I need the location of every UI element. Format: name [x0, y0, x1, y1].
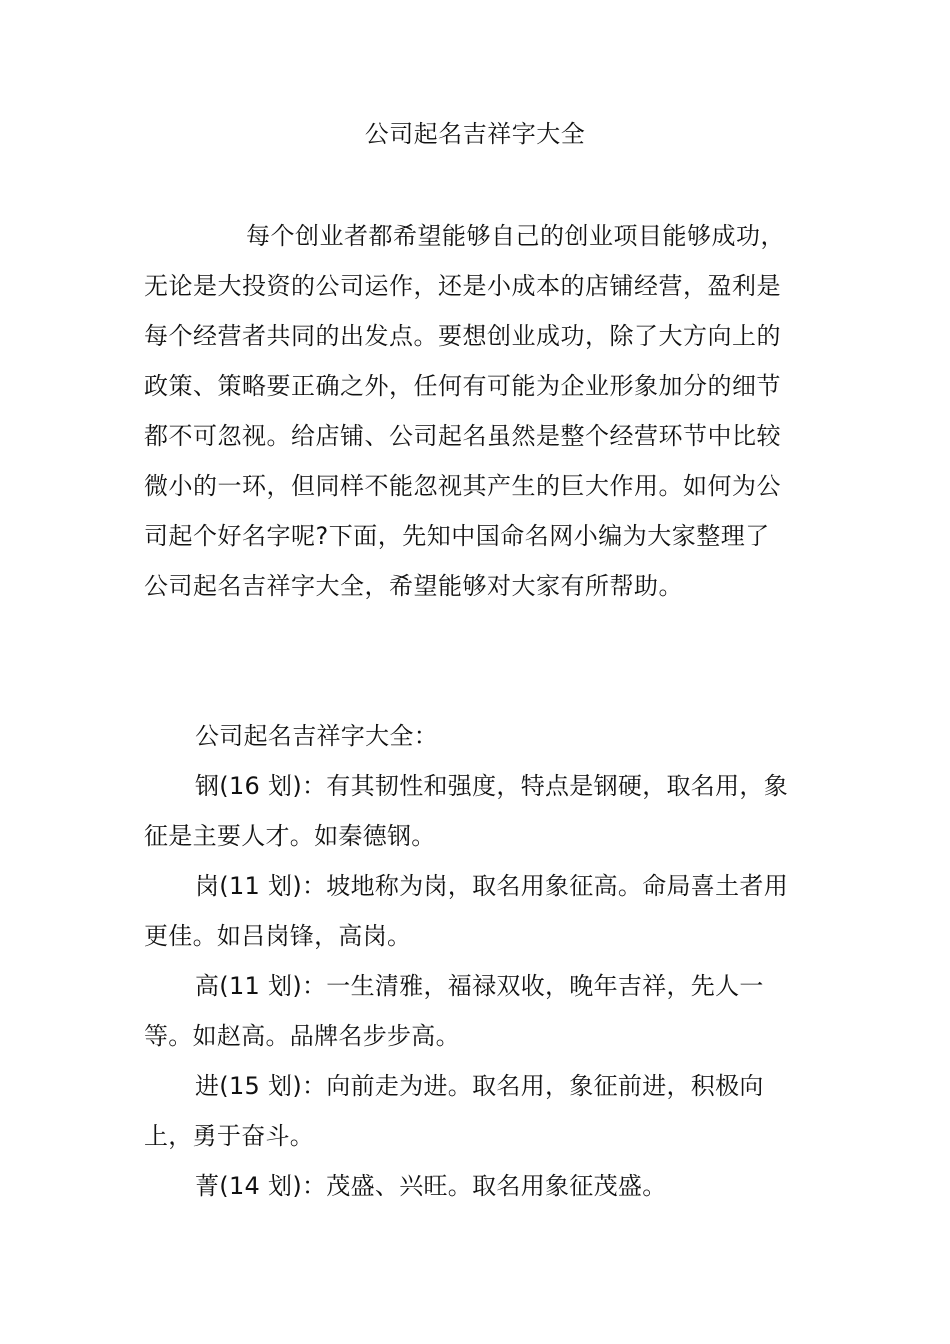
list-item: 菁(14 划)：茂盛、兴旺。取名用象征茂盛。 — [195, 1172, 667, 1200]
intro-paragraph: 每个创业者都希望能够自己的创业项目能够成功，无论是大投资的公司运作，还是小成本的店铺经营，盈利是每个经营者共同的出发点。要想创业成功，除了大方向上的政策、策略要正确之外，任何有可能为企业形象加分的细节都不可忽视。给店铺、公司起名虽然是整个经营环节中比较微小的一环，但同样不能忽视其产生的巨大作用。如何为公司起个好名字呢?下面，先知中国命名网小编为大家整理了公司起名吉祥字大全，希望能够对大家有所帮助。 — [144, 222, 785, 600]
list-heading: 公司起名吉祥字大全： — [195, 722, 438, 750]
lucky-characters-section — [144, 711, 809, 1211]
list-item: 钢(16 划)：有其韧性和强度，特点是钢硬，取名用，象征是主要人才。如秦德钢。 — [144, 772, 788, 850]
list-item: 岗(11 划)：坡地称为岗，取名用象征高。命局喜土者用更佳。如吕岗锋，高岗。 — [144, 872, 788, 950]
document-title: 公司起名吉祥字大全 — [364, 120, 586, 148]
list-item: 进(15 划)：向前走为进。取名用，象征前进，积极向上，勇于奋斗。 — [144, 1072, 764, 1150]
list-item: 高(11 划)：一生清雅，福禄双收，晚年吉祥，先人一等。如赵高。品牌名步步高。 — [144, 972, 764, 1050]
